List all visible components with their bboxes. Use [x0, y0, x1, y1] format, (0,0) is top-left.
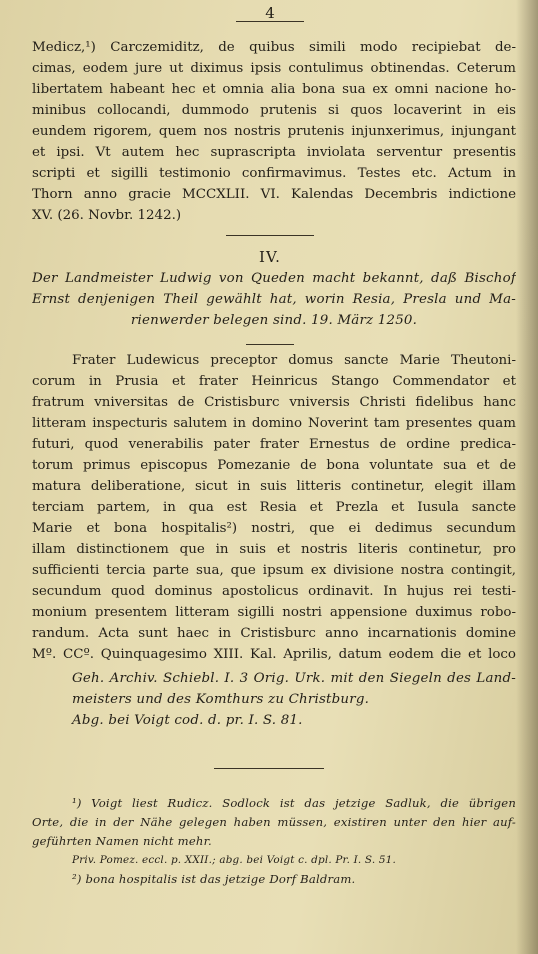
page-number: 4	[265, 4, 275, 22]
text-line: Thorn anno gracie MCCXLII. VI. Kalendas Decembris indictione	[32, 187, 516, 202]
text-line: futuri, quod venerabilis pater frater Ernestus de ordine predica-	[32, 437, 516, 452]
source-citation	[32, 668, 516, 731]
heading-divider	[246, 344, 294, 345]
text-line: eundem rigorem, quem nos nostris prutenis injunxerimus, injungant	[32, 124, 516, 139]
footnote-line: ¹) Voigt liest Rudicz. Sodlock ist das jetzige Sadluk, die übrigen	[72, 796, 516, 810]
text-line: randum. Acta sunt haec in Cristisburc anno incarnationis domine	[32, 626, 516, 641]
section-heading	[32, 268, 516, 331]
text-line: torum primus episcopus Pomezanie de bona voluntate sua et de	[32, 458, 516, 473]
page-edge-shadow	[516, 0, 538, 954]
footnote-line: Orte, die in der Nähe gelegen haben müssen, existiren unter den hier auf-	[32, 815, 516, 829]
section-divider	[226, 235, 314, 236]
section-number: IV.	[259, 248, 281, 266]
text-line: Frater Ludewicus preceptor domus sancte Marie Theutoni-	[72, 353, 516, 368]
footnotes	[32, 794, 516, 889]
document-body	[32, 350, 516, 665]
source-line: Abg. bei Voigt cod. d. pr. I. S. 81.	[72, 713, 303, 728]
text-line: Medicz,¹) Carczemiditz, de quibus simili modo recipiebat de-	[32, 40, 516, 55]
text-line: litteram inspecturis salutem in domino Noverint tam presentes quam	[32, 416, 516, 431]
text-line: terciam partem, in qua est Resia et Prezla et Iusula sancte	[32, 500, 516, 515]
previous-document-text	[32, 37, 516, 226]
text-line: corum in Prusia et frater Heinricus Stango Commendator et	[32, 374, 516, 389]
text-line: illam distinctionem que in suis et nostris literis continetur, pro	[32, 542, 516, 557]
text-line: scripti et sigilli testimonio confirmavimus. Testes etc. Actum in	[32, 166, 516, 181]
heading-line: Ernst denjenigen Theil gewählt hat, worin Resia, Presla und Ma-	[32, 292, 516, 307]
text-line: Marie et bona hospitalis²) nostri, que ei dedimus secundum	[32, 521, 516, 536]
header-rule	[236, 21, 304, 22]
text-line: fratrum vniversitas de Cristisburc vniversis Christi fidelibus hanc	[32, 395, 516, 410]
text-line: secundum quod dominus apostolicus ordinavit. In hujus rei testi-	[32, 584, 516, 599]
footnote-line: Priv. Pomez. eccl. p. XXII.; abg. bei Voigt c. dpl. Pr. I. S. 51.	[72, 854, 396, 866]
text-line: XV. (26. Novbr. 1242.)	[32, 208, 182, 223]
text-line: monium presentem litteram sigilli nostri appensione duximus robo-	[32, 605, 516, 620]
text-line: Mº. CCº. Quinquagesimo XIII. Kal. Aprilis, datum eodem die et loco	[32, 647, 516, 662]
text-line: et ipsi. Vt autem hec suprascripta inviolata serventur presentis	[32, 145, 516, 160]
text-line: matura deliberatione, sicut in suis litteris continetur, elegit illam	[32, 479, 516, 494]
heading-line: rienwerder belegen sind. 19. März 1250.	[130, 313, 418, 328]
text-line: libertatem habeant hec et omnia alia bona sua ex omni nacione ho-	[32, 82, 516, 97]
footnote-line: ²) bona hospitalis ist das jetzige Dorf Baldram.	[72, 872, 356, 886]
text-line: sufficienti tercia parte sua, que ipsum ex divisione nostra contingit,	[32, 563, 516, 578]
source-line: meisters und des Komthurs zu Christburg.	[72, 692, 370, 707]
source-line: Geh. Archiv. Schiebl. I. 3 Orig. Urk. mit den Siegeln des Land-	[72, 671, 516, 686]
footnote-divider	[214, 768, 324, 769]
footnote-line: geführten Namen nicht mehr.	[32, 834, 212, 848]
text-line: cimas, eodem jure ut diximus ipsis contulimus obtinendas. Ceterum	[32, 61, 516, 76]
text-line: minibus collocandi, dummodo prutenis si quos locaverint in eis	[32, 103, 516, 118]
heading-line: Der Landmeister Ludwig von Queden macht bekannt, daß Bischof	[32, 271, 516, 286]
